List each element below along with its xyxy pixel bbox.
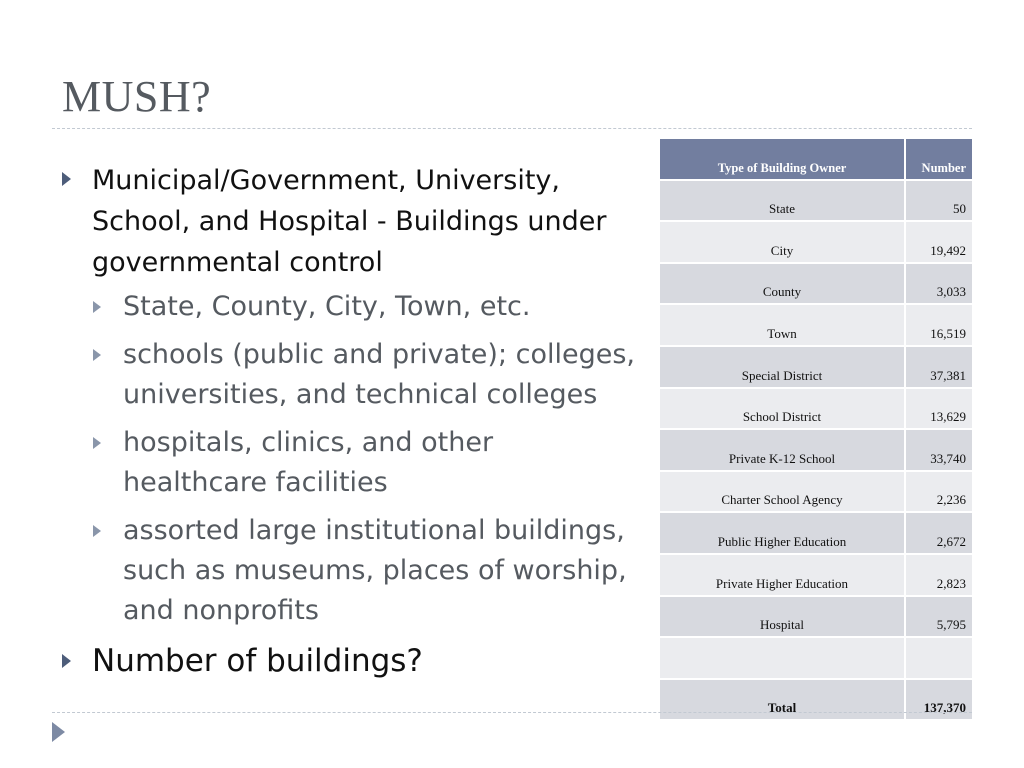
number-cell: 33,740: [905, 429, 973, 471]
table-header-row: [659, 138, 973, 180]
bullet-arrow-icon: [62, 172, 71, 186]
number-cell: [905, 637, 973, 679]
table-total-row: [659, 679, 973, 721]
table-row: [659, 346, 973, 388]
owner-type-cell: City: [659, 221, 905, 263]
bullet-arrow-icon: [93, 301, 101, 313]
bullet-arrow-icon: [93, 437, 101, 449]
column-header-type: Type of Building Owner: [659, 138, 905, 180]
owner-type-cell: Town: [659, 304, 905, 346]
bullet-item: [62, 639, 642, 683]
owner-type-cell: Charter School Agency: [659, 471, 905, 513]
owner-type-cell: Special District: [659, 346, 905, 388]
number-cell: 5,795: [905, 596, 973, 638]
owner-type-cell: County: [659, 263, 905, 305]
number-cell: 2,672: [905, 512, 973, 554]
number-cell: 37,381: [905, 346, 973, 388]
owner-type-cell: Public Higher Education: [659, 512, 905, 554]
bullet-arrow-icon: [93, 525, 101, 537]
owner-type-cell: Hospital: [659, 596, 905, 638]
sub-bullet-item: [93, 423, 642, 503]
bullet-list: [62, 160, 642, 687]
number-cell: 50: [905, 180, 973, 222]
owner-type-cell: [659, 637, 905, 679]
table-row: [659, 512, 973, 554]
total-label-cell: Total: [659, 679, 905, 721]
table-row: [659, 180, 973, 222]
sub-bullet-item: [93, 335, 642, 415]
number-cell: 16,519: [905, 304, 973, 346]
bullet-item: [62, 160, 642, 283]
table-row: [659, 221, 973, 263]
number-cell: 13,629: [905, 388, 973, 430]
sub-bullet-item: [93, 511, 642, 631]
number-cell: 3,033: [905, 263, 973, 305]
table-row: [659, 429, 973, 471]
bullet-arrow-icon: [62, 654, 71, 668]
number-cell: 2,236: [905, 471, 973, 513]
owner-type-cell: School District: [659, 388, 905, 430]
sub-bullet-text: schools (public and private); colleges, universities, and technical colleges: [123, 339, 635, 410]
sub-bullet-item: [93, 287, 642, 327]
table-row: [659, 596, 973, 638]
bullet-text: Number of buildings?: [92, 643, 423, 679]
footer-divider: [52, 712, 972, 713]
column-header-number: Number: [905, 138, 973, 180]
sub-bullet-text: hospitals, clinics, and other healthcare facilities: [123, 427, 494, 498]
sub-bullet-text: assorted large institutional buildings, such as museums, places of worship, and nonprofits: [123, 515, 627, 626]
bullet-text: Municipal/Government, University, School, and Hospital - Buildings under governmental control: [92, 165, 607, 278]
table-row: [659, 554, 973, 596]
footer-arrow-icon: [52, 722, 65, 742]
table-row: [659, 388, 973, 430]
owner-type-cell: State: [659, 180, 905, 222]
bullet-arrow-icon: [93, 349, 101, 361]
table-row: [659, 263, 973, 305]
table-row: [659, 471, 973, 513]
sub-bullet-text: State, County, City, Town, etc.: [123, 291, 531, 322]
title-divider: [52, 128, 972, 129]
building-owner-table: [658, 137, 974, 721]
slide-title: MUSH?: [62, 72, 212, 121]
total-number-cell: 137,370: [905, 679, 973, 721]
number-cell: 19,492: [905, 221, 973, 263]
table-row: [659, 304, 973, 346]
number-cell: 2,823: [905, 554, 973, 596]
owner-type-cell: Private K-12 School: [659, 429, 905, 471]
table-row-blank: [659, 637, 973, 679]
owner-type-cell: Private Higher Education: [659, 554, 905, 596]
